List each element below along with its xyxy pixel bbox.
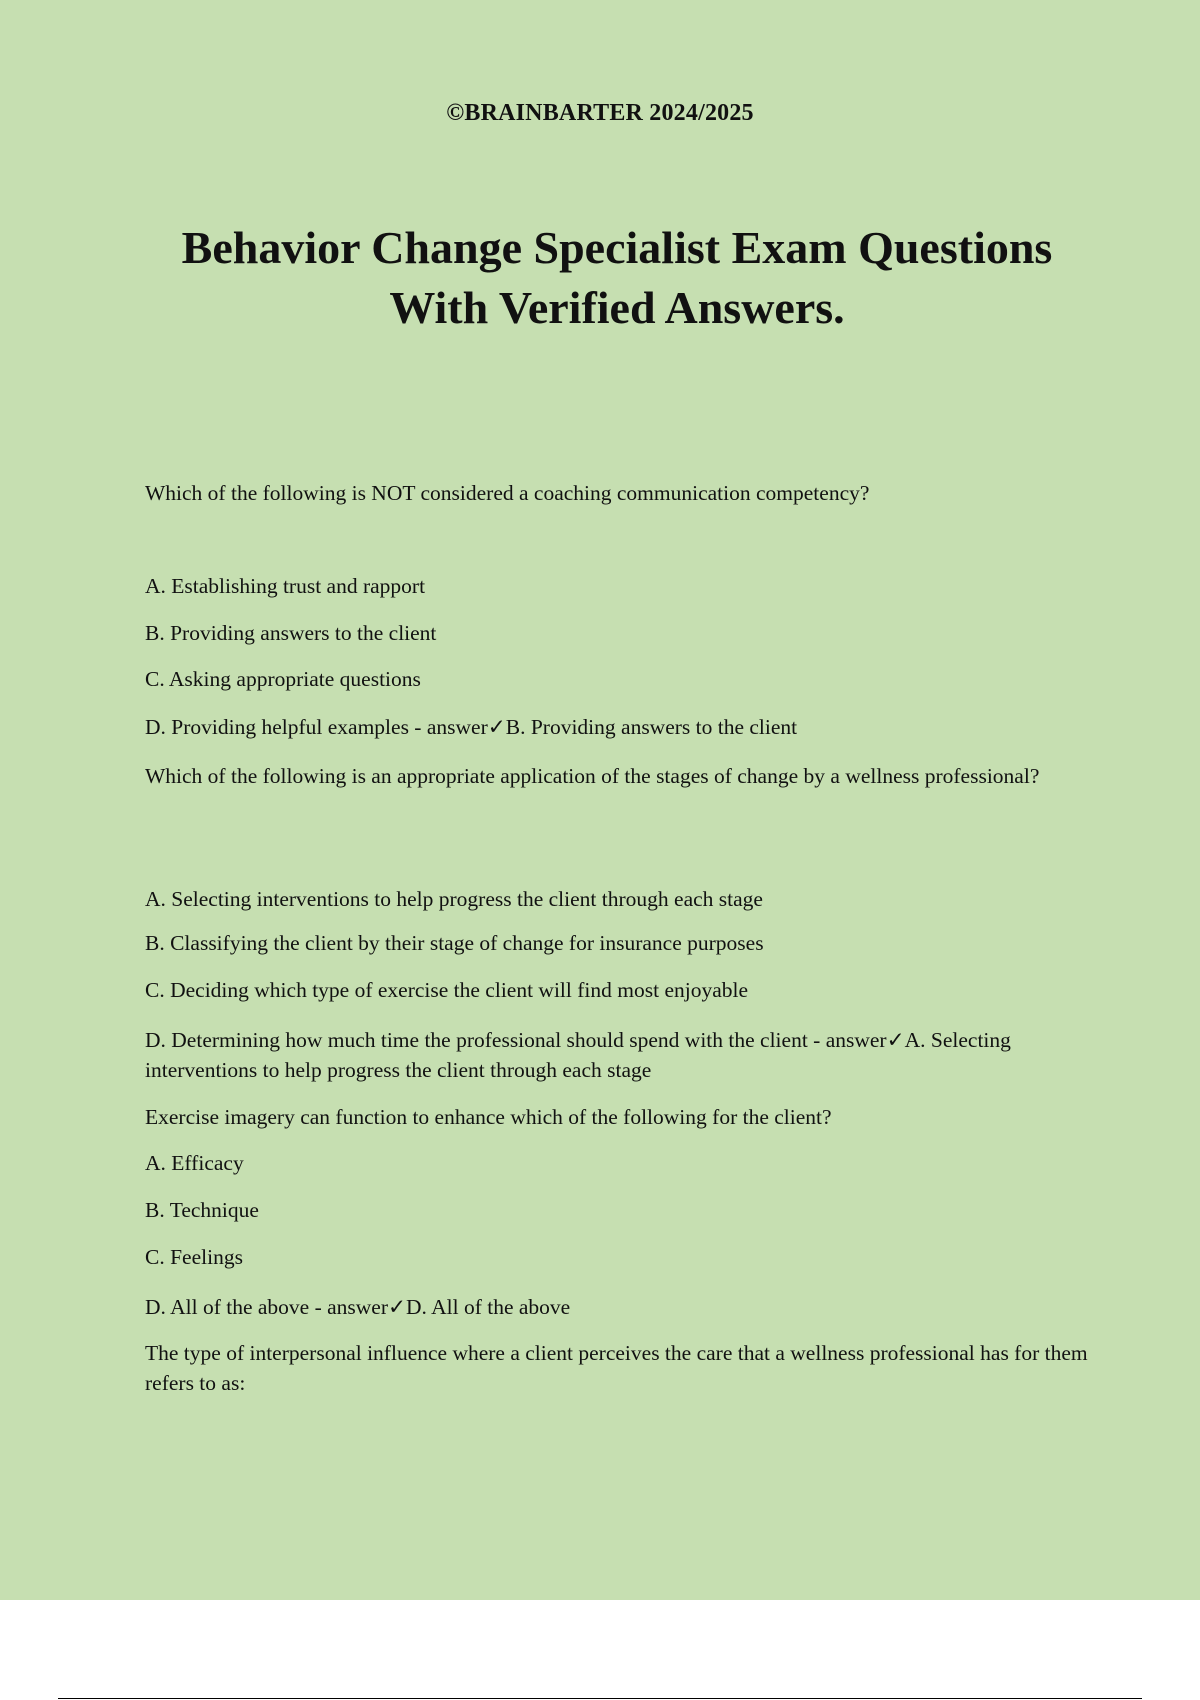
question-1-option-b: B. Providing answers to the client [145, 621, 437, 645]
question-1-option-a: A. Establishing trust and rapport [145, 574, 426, 598]
question-4-text: The type of interpersonal influence where a client perceives the care that a wellness professional has for them refers to as: [145, 1341, 1088, 1395]
question-2-option-b: B. Classifying the client by their stage of change for insurance purposes [145, 931, 764, 955]
question-3-option-c: C. Feelings [145, 1245, 243, 1269]
copyright-header: ©BRAINBARTER 2024/2025 [446, 100, 754, 126]
question-3-text: Exercise imagery can function to enhance which of the following for the client? [145, 1105, 832, 1129]
question-1-text: Which of the following is NOT considered a coaching communication competency? [145, 481, 870, 505]
document-title [60, 218, 1174, 338]
question-1-option-c: C. Asking appropriate questions [145, 667, 421, 691]
question-2-text: Which of the following is an appropriate application of the stages of change by a wellness professional? [145, 764, 1040, 788]
question-3-option-d-answer: D. All of the above - answer✓D. All of the above [145, 1295, 571, 1319]
question-1-option-d-answer: D. Providing helpful examples - answer✓B. Providing answers to the client [145, 715, 798, 739]
question-3-option-b: B. Technique [145, 1198, 259, 1222]
question-2-option-a: A. Selecting interventions to help progress the client through each stage [145, 887, 763, 911]
title-line-2: With Verified Answers. [389, 282, 845, 333]
title-line-1: Behavior Change Specialist Exam Questions [181, 222, 1053, 273]
footer-divider [58, 1698, 1142, 1699]
question-2-option-c: C. Deciding which type of exercise the client will find most enjoyable [145, 978, 749, 1002]
question-3-option-a: A. Efficacy [145, 1151, 244, 1175]
question-2-option-d-answer: D. Determining how much time the professional should spend with the client - answer✓A. Selecting interventions to help progress the client through each stage [145, 1028, 1011, 1082]
